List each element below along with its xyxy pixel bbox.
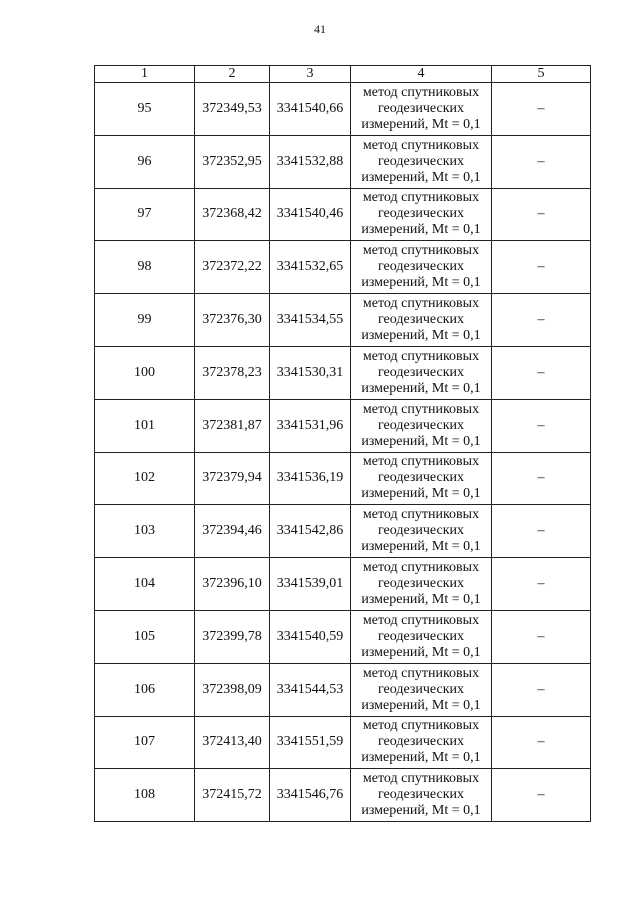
coord-x: 372349,53 [195, 83, 270, 136]
point-number: 100 [95, 346, 195, 399]
point-number: 95 [95, 83, 195, 136]
coord-x: 372381,87 [195, 399, 270, 452]
coord-x: 372379,94 [195, 452, 270, 505]
method-line-1: метод спутниковых [362, 296, 480, 312]
method-line-3: измерений, Mt = 0,1 [361, 222, 481, 238]
table-row [95, 188, 591, 241]
coord-y: 3341532,65 [270, 241, 351, 294]
method-line-3: измерений, Mt = 0,1 [361, 116, 481, 132]
method-cell [351, 399, 492, 452]
coord-y: 3341551,59 [270, 716, 351, 769]
method-line-2: геодезических [377, 628, 464, 644]
header-col-1: 1 [95, 66, 195, 83]
method-line-1: метод спутниковых [362, 84, 480, 100]
method-line-2: геодезических [377, 523, 464, 539]
point-number: 105 [95, 610, 195, 663]
table-row [95, 241, 591, 294]
point-number: 98 [95, 241, 195, 294]
method-line-1: метод спутниковых [362, 243, 480, 259]
method-line-3: измерений, Mt = 0,1 [361, 380, 481, 396]
method-line-1: метод спутниковых [362, 612, 480, 628]
method-line-3: измерений, Mt = 0,1 [361, 169, 481, 185]
method-line-3: измерений, Mt = 0,1 [361, 697, 481, 713]
header-col-3: 3 [270, 66, 351, 83]
col-5-value: – [492, 294, 591, 347]
method-line-1: метод спутниковых [362, 401, 480, 417]
table-row [95, 663, 591, 716]
method-cell [351, 558, 492, 611]
coord-x: 372372,22 [195, 241, 270, 294]
method-line-2: геодезических [377, 576, 464, 592]
coord-y: 3341540,66 [270, 83, 351, 136]
col-5-value: – [492, 241, 591, 294]
point-number: 97 [95, 188, 195, 241]
method-line-1: метод спутниковых [362, 190, 480, 206]
method-line-2: геодезических [377, 153, 464, 169]
coord-x: 372415,72 [195, 769, 270, 822]
table-body [95, 83, 591, 822]
coord-x: 372378,23 [195, 346, 270, 399]
coord-y: 3341540,59 [270, 610, 351, 663]
method-line-2: геодезических [377, 681, 464, 697]
method-line-3: измерений, Mt = 0,1 [361, 486, 481, 502]
header-col-5: 5 [492, 66, 591, 83]
col-5-value: – [492, 610, 591, 663]
method-line-2: геодезических [377, 100, 464, 116]
coord-y: 3341542,86 [270, 505, 351, 558]
point-number: 99 [95, 294, 195, 347]
coord-y: 3341539,01 [270, 558, 351, 611]
col-5-value: – [492, 452, 591, 505]
col-5-value: – [492, 346, 591, 399]
point-number: 96 [95, 135, 195, 188]
coord-x: 372396,10 [195, 558, 270, 611]
table-row [95, 83, 591, 136]
point-number: 104 [95, 558, 195, 611]
coord-x: 372399,78 [195, 610, 270, 663]
method-line-1: метод спутниковых [362, 718, 480, 734]
method-line-3: измерений, Mt = 0,1 [361, 750, 481, 766]
method-line-1: метод спутниковых [362, 137, 480, 153]
col-5-value: – [492, 188, 591, 241]
method-line-2: геодезических [377, 470, 464, 486]
method-line-2: геодезических [377, 787, 464, 803]
method-line-3: измерений, Mt = 0,1 [361, 328, 481, 344]
coord-y: 3341546,76 [270, 769, 351, 822]
method-cell [351, 346, 492, 399]
coord-y: 3341536,19 [270, 452, 351, 505]
header-col-2: 2 [195, 66, 270, 83]
method-cell [351, 241, 492, 294]
method-line-3: измерений, Mt = 0,1 [361, 539, 481, 555]
method-line-2: геодезических [377, 734, 464, 750]
table-row [95, 558, 591, 611]
method-line-3: измерений, Mt = 0,1 [361, 592, 481, 608]
point-number: 103 [95, 505, 195, 558]
method-line-2: геодезических [377, 364, 464, 380]
method-cell [351, 610, 492, 663]
method-line-1: метод спутниковых [362, 454, 480, 470]
method-line-3: измерений, Mt = 0,1 [361, 433, 481, 449]
table-row [95, 452, 591, 505]
coord-y: 3341532,88 [270, 135, 351, 188]
method-line-2: геодезических [377, 206, 464, 222]
method-line-2: геодезических [377, 417, 464, 433]
coordinates-table [94, 65, 591, 822]
method-line-3: измерений, Mt = 0,1 [361, 275, 481, 291]
coord-y: 3341544,53 [270, 663, 351, 716]
col-5-value: – [492, 505, 591, 558]
method-cell [351, 769, 492, 822]
method-cell [351, 135, 492, 188]
header-col-4: 4 [351, 66, 492, 83]
method-line-3: измерений, Mt = 0,1 [361, 803, 481, 819]
coord-y: 3341530,31 [270, 346, 351, 399]
col-5-value: – [492, 769, 591, 822]
table-row [95, 505, 591, 558]
coord-y: 3341534,55 [270, 294, 351, 347]
col-5-value: – [492, 399, 591, 452]
method-cell [351, 83, 492, 136]
point-number: 101 [95, 399, 195, 452]
col-5-value: – [492, 83, 591, 136]
method-cell [351, 188, 492, 241]
coord-x: 372394,46 [195, 505, 270, 558]
method-line-3: измерений, Mt = 0,1 [361, 644, 481, 660]
method-line-2: геодезических [377, 259, 464, 275]
col-5-value: – [492, 135, 591, 188]
coord-x: 372376,30 [195, 294, 270, 347]
point-number: 107 [95, 716, 195, 769]
col-5-value: – [492, 663, 591, 716]
coord-x: 372398,09 [195, 663, 270, 716]
method-line-1: метод спутниковых [362, 771, 480, 787]
method-line-1: метод спутниковых [362, 507, 480, 523]
coord-x: 372352,95 [195, 135, 270, 188]
col-5-value: – [492, 716, 591, 769]
table-row [95, 769, 591, 822]
method-cell [351, 716, 492, 769]
point-number: 102 [95, 452, 195, 505]
coord-x: 372368,42 [195, 188, 270, 241]
point-number: 108 [95, 769, 195, 822]
table-row [95, 294, 591, 347]
method-line-2: геодезических [377, 312, 464, 328]
page-number: 41 [314, 22, 326, 36]
method-cell [351, 505, 492, 558]
table-row [95, 346, 591, 399]
table-row [95, 610, 591, 663]
method-line-1: метод спутниковых [362, 665, 480, 681]
table-row [95, 135, 591, 188]
col-5-value: – [492, 558, 591, 611]
coord-y: 3341540,46 [270, 188, 351, 241]
table-row [95, 399, 591, 452]
method-line-1: метод спутниковых [362, 560, 480, 576]
point-number: 106 [95, 663, 195, 716]
coord-y: 3341531,96 [270, 399, 351, 452]
method-line-1: метод спутниковых [362, 348, 480, 364]
coord-x: 372413,40 [195, 716, 270, 769]
method-cell [351, 452, 492, 505]
table-header-row [95, 66, 591, 83]
method-cell [351, 663, 492, 716]
method-cell [351, 294, 492, 347]
table-row [95, 716, 591, 769]
